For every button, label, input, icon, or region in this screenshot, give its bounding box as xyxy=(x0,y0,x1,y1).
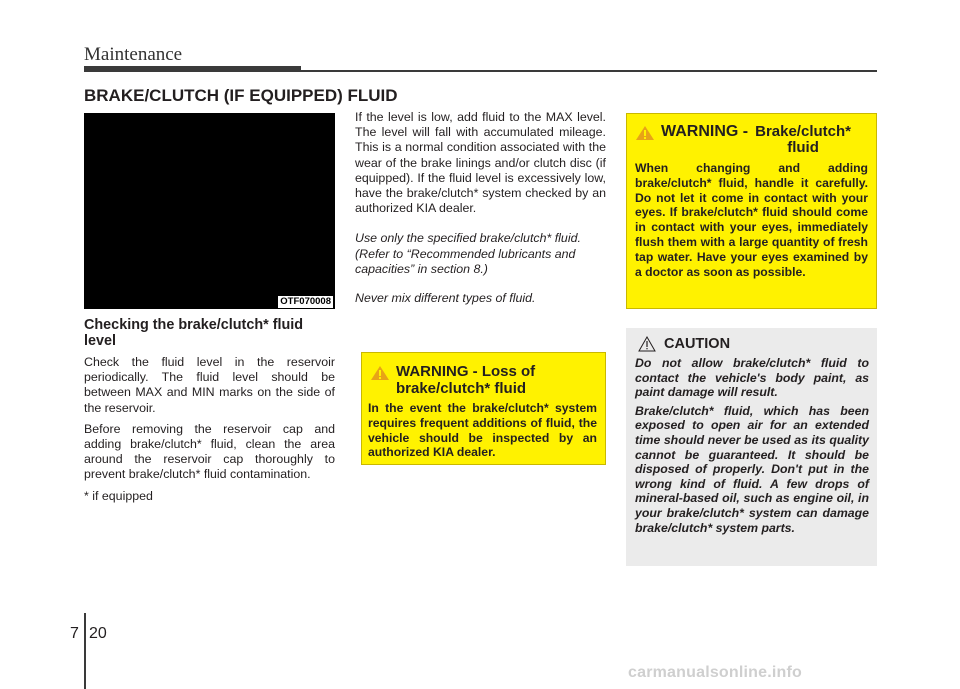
paragraph: If the level is low, add fluid to the MAX level. The level will fall with accumulated mileage. This is a normal condition associated with the wear of the brake linings and/or clutch disc (if equipped). If the fluid level is excessively low, have the brake/clutch* system checked by an authorized KIA dealer. xyxy=(355,110,606,216)
page-header-title: Maintenance xyxy=(84,44,183,65)
watermark: carmanualsonline.info xyxy=(628,664,803,681)
warning-triangle-icon xyxy=(370,365,390,381)
warning-triangle-icon xyxy=(635,125,655,141)
caution-paragraph: Do not allow brake/clutch* fluid to contact the vehicle's body paint, as paint damage will result. xyxy=(635,356,869,400)
footnote: * if equipped xyxy=(84,488,153,503)
warning-title xyxy=(635,124,868,156)
warning-box-fluid-loss xyxy=(361,352,606,465)
section-title: BRAKE/CLUTCH (IF EQUIPPED) FLUID xyxy=(84,86,398,105)
paragraph-italic: Use only the specified brake/clutch* fluid. (Refer to “Recommended lubricants and capacities” in section 8.) xyxy=(355,231,581,276)
column-middle xyxy=(355,110,606,320)
warning-prefix: WARNING - xyxy=(661,123,749,140)
warning-title xyxy=(368,363,597,397)
warning-body: When changing and adding brake/clutch* fluid, handle it carefully. Do not let it come in contact with your eyes. If brake/clutch* fluid should come in contact with your eyes, immediately flush them with a large quantity of fresh tap water. Have your eyes examined by a doctor as soon as possible. xyxy=(635,161,868,279)
header-rule-thick xyxy=(84,66,301,72)
caution-title-text: CAUTION xyxy=(664,336,731,352)
footer-divider xyxy=(84,613,86,689)
photo-label: OTF070008 xyxy=(280,296,331,307)
warning-body: In the event the brake/clutch* system requires frequent additions of fluid, the vehicle should be inspected by an authorized KIA dealer. xyxy=(368,401,597,460)
column-left xyxy=(84,317,335,510)
warning-box-brake-fluid xyxy=(626,113,877,309)
subsection-heading: Checking the brake/clutch* fluid level xyxy=(84,317,304,349)
paragraph: Check the fluid level in the reservoir periodically. The fluid level should be between MAX and MIN marks on the side of the reservoir. xyxy=(84,355,335,415)
chapter-number: 7 xyxy=(70,625,79,642)
warning-title-text: WARNING - Loss of brake/clutch* fluid xyxy=(396,363,536,397)
caution-box xyxy=(626,328,877,566)
reservoir-photo xyxy=(84,113,335,309)
caution-paragraph: Brake/clutch* fluid, which has been exposed to open air for an extended time should never be used as its quality cannot be guaranteed. It should be disposed of properly. Don't put in the wrong kind of fluid. A few drops of mineral-based oil, such as engine oil, in your brake/clutch* system can damage brake/clutch* system parts. xyxy=(635,403,869,535)
paragraph-italic: Never mix different types of fluid. xyxy=(355,291,536,306)
warning-title-text: Brake/clutch* fluid xyxy=(755,123,851,156)
caution-title xyxy=(635,336,869,352)
header-rule-thin xyxy=(301,70,877,72)
caution-triangle-icon xyxy=(638,336,656,352)
page-number: 20 xyxy=(89,625,107,642)
paragraph: Before removing the reservoir cap and adding brake/clutch* fluid, clean the area around the reservoir cap thoroughly to prevent brake/clutch* fluid contamination. xyxy=(84,421,335,482)
